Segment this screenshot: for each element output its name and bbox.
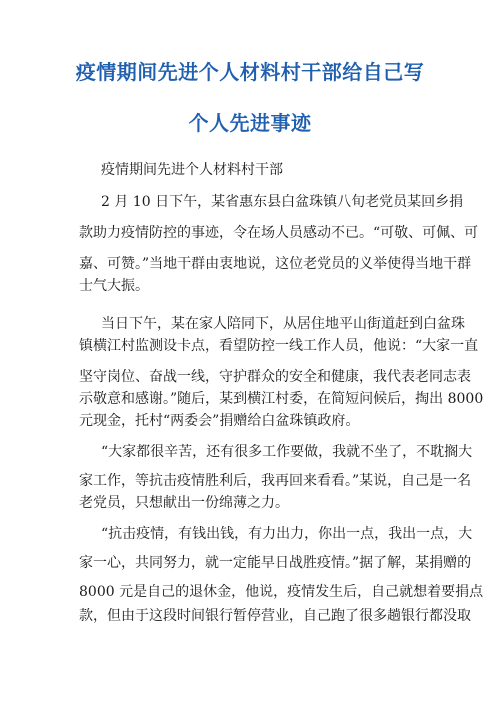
paragraph-4-line-4: 款，但由于这段时间银行暂停营业，自己跑了很多趟银行都没取 <box>79 608 471 624</box>
paragraph-3-line-2: 家工作，等抗击疫情胜利后，我再回来看看。”某说，自己是一名 <box>79 473 472 489</box>
paragraph-4-line-2: 家一心，共同努力，就一定能早日战胜疫情。”据了解，某捐赠的 <box>79 555 472 571</box>
title-line-1: 疫情期间先进个人材料村干部给自己写 <box>75 60 425 84</box>
paragraph-2-line-1: 当日下午，某在家人陪同下，从居住地平山街道赶到白盆珠 <box>101 316 465 332</box>
paragraph-4-line-3: 8000 元是自己的退休金，他说，疫情发生后，自己就想着要捐点 <box>79 584 484 600</box>
paragraph-4-line-1: “抗击疫情，有钱出钱，有力出力，你出一点，我出一点，大 <box>101 526 473 542</box>
paragraph-2-line-3: 坚守岗位、奋战一线，守护群众的安全和健康，我代表老同志表 <box>79 369 471 385</box>
paragraph-3-line-1: “大家都很辛苦，还有很多工作要做，我就不坐了，不耽搁大 <box>101 444 473 460</box>
paragraph-3-line-3: 老党员，只想献出一份绵薄之力。 <box>79 495 289 511</box>
paragraph-1-line-3: 嘉、可赞。”当地干群由衷地说，这位老党员的义举使得当地干群 <box>79 256 472 272</box>
paragraph-1-line-4: 士气大振。 <box>79 278 149 294</box>
paragraph-2-line-2: 镇横江村监测设卡点，看望防控一线工作人员，他说：“大家一直 <box>79 338 479 354</box>
paragraph-1-line-2: 款助力疫情防控的事迹，令在场人员感动不已。“可敬、可佩、可 <box>79 225 479 241</box>
title-line-2: 个人先进事迹 <box>188 111 312 135</box>
subtitle: 疫情期间先进个人材料村干部 <box>101 162 283 178</box>
paragraph-2-line-5: 元现金，托村“两委会”捐赠给白盆珠镇政府。 <box>79 413 360 429</box>
paragraph-1-line-1: 2 月 10 日下午，某省惠东县白盆珠镇八旬老党员某回乡捐 <box>101 194 464 210</box>
paragraph-2-line-4: 示敬意和感谢。”随后，某到横江村委，在简短问候后，掏出 8000 <box>79 391 484 407</box>
